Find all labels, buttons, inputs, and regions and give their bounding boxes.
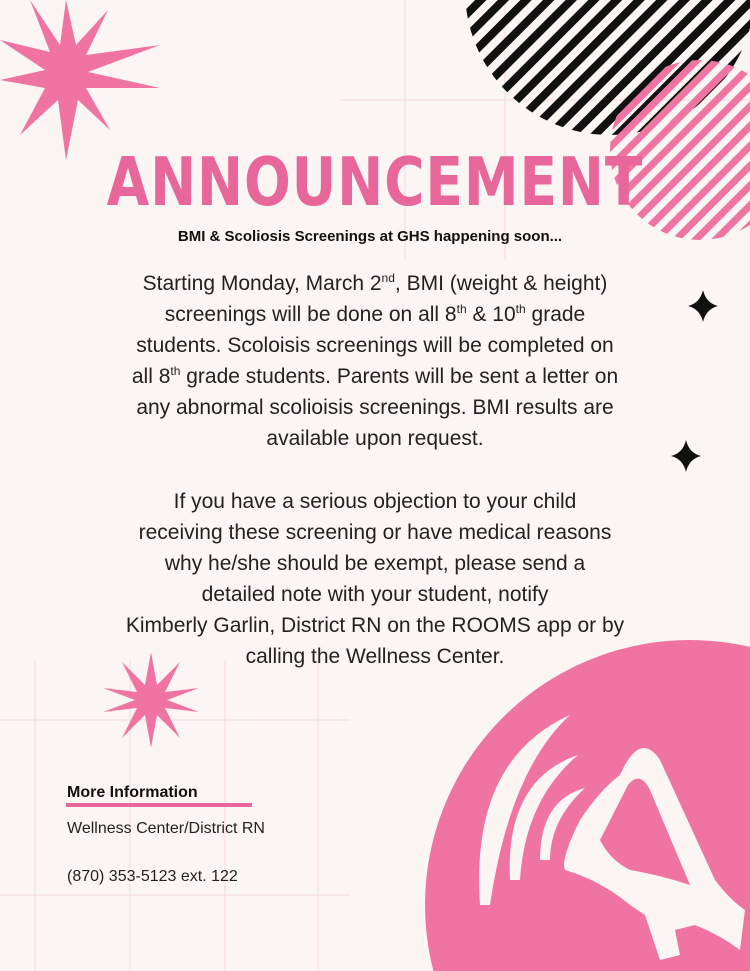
text: & 10	[466, 303, 516, 326]
subtitle: BMI & Scoliosis Screenings at GHS happening soon...	[177, 228, 563, 245]
text-line: calling the Wellness Center.	[245, 645, 505, 668]
paragraph-2	[60, 486, 690, 672]
paragraph-1	[60, 268, 690, 454]
text-line: detailed note with your student, notify	[201, 583, 549, 606]
text: all 8	[131, 365, 171, 388]
text-line: Kimberly Garlin, District RN on the ROOMS app or by	[125, 614, 625, 637]
text-line: If you have a serious objection to your child	[173, 490, 577, 513]
text: screenings will be done on all 8	[164, 303, 457, 326]
sparkle-icon	[688, 290, 718, 322]
text: grade students. Parents will be sent a letter on	[180, 365, 619, 388]
text-line: any abnormal scolioisis screenings. BMI results are	[136, 396, 614, 419]
superscript: th	[170, 364, 181, 378]
starburst-icon	[0, 0, 160, 160]
text-line	[60, 299, 690, 330]
superscript: nd	[381, 271, 395, 285]
superscript: th	[456, 302, 467, 316]
superscript: th	[515, 302, 526, 316]
text-line	[60, 361, 690, 392]
heading-underline	[66, 803, 252, 807]
more-info-heading: More Information	[67, 784, 198, 801]
text-line	[60, 268, 690, 299]
contact-name: Wellness Center/District RN	[67, 820, 265, 837]
contact-phone: (870) 353-5123 ext. 122	[67, 868, 238, 885]
text-line: students. Scoloisis screenings will be completed on	[136, 334, 614, 357]
text-line: receiving these screening or have medical reasons	[138, 521, 612, 544]
text: grade	[525, 303, 586, 326]
text: , BMI (weight & height)	[394, 272, 608, 295]
text-line: why he/she should be exempt, please send a	[164, 552, 586, 575]
page-title	[0, 144, 750, 222]
text-line: available upon request.	[266, 427, 484, 450]
title-text: ANNOUNCEMENT	[106, 144, 644, 222]
text: Starting Monday, March 2	[142, 272, 382, 295]
